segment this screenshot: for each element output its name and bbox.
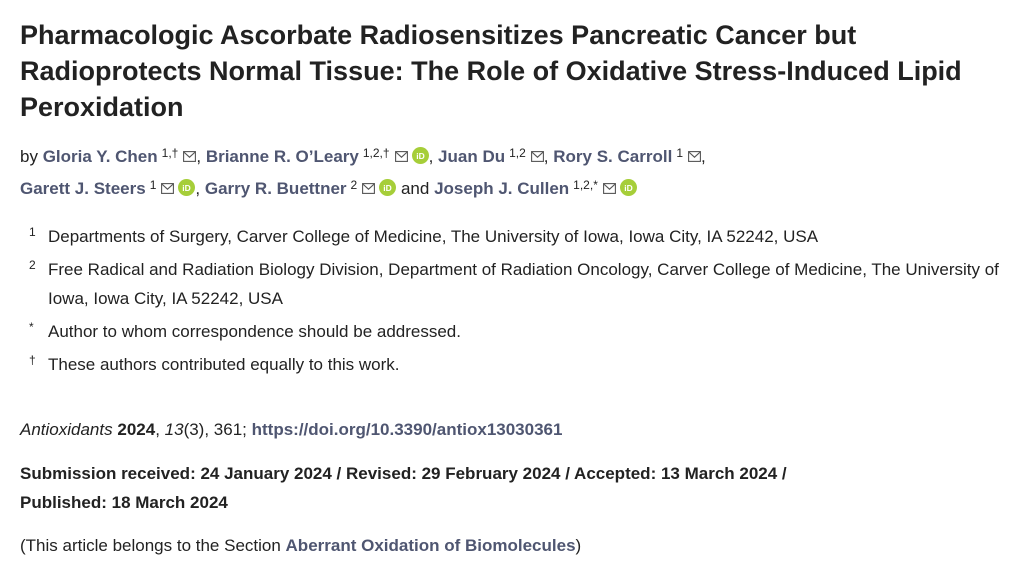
section-prefix: (This article belongs to the Section: [20, 536, 286, 555]
mail-icon[interactable]: [183, 142, 196, 153]
authors: Gloria Y. Chen $^{1,\dagger}$ , Brianne R. O’Leary $^{1,2,\dagger}$ iD , Juan Du $^{1,2}$ , Rory S. Carroll $^1$ , Garett J. Steers $^1$ iD , Garry R. Buettner $^2$ iD and Joseph J. Cullen $^{1,2,*}$ iD: [20, 147, 706, 198]
affiliation-text: Author to whom correspondence should be addressed.: [48, 322, 461, 341]
citation: Antioxidants 2024, 13(3), 361; https://doi.org/10.3390/antiox13030361: [20, 420, 563, 439]
citation-issue: (3), 361;: [183, 420, 252, 439]
correspondence-note: [20, 317, 1020, 346]
author-affiliation-sup: 1: [676, 146, 683, 160]
affiliation-mark: †: [29, 353, 36, 367]
mail-icon[interactable]: [395, 142, 408, 153]
affiliation-text: Departments of Surgery, Carver College of Medicine, The University of Iowa, Iowa City, IA 52242, USA: [48, 227, 819, 246]
svg-text:iD: iD: [415, 151, 425, 161]
byline-prefix: by: [20, 147, 38, 166]
author-link[interactable]: Garett J. Steers: [20, 179, 146, 198]
affiliations: [20, 222, 1020, 383]
svg-text:iD: iD: [182, 183, 192, 193]
affiliation-1: [20, 222, 1020, 251]
equal-contribution-note: [20, 350, 1020, 379]
affiliation-2: [20, 255, 1020, 313]
author-affiliation-sup: 1,2,*: [573, 178, 598, 192]
author-affiliation-sup: 1,†: [161, 146, 179, 160]
affiliation-text: These authors contributed equally to this work.: [48, 355, 400, 374]
citation-volume: 13: [164, 420, 184, 439]
mail-icon[interactable]: [531, 142, 544, 153]
affiliation-mark: 2: [29, 258, 36, 272]
journal-name: Antioxidants: [20, 420, 113, 439]
dates-line-1: Submission received: 24 January 2024 / Revised: 29 February 2024 / Accepted: 13 March 2024 /: [20, 464, 787, 483]
byline-and: and: [400, 179, 430, 198]
author-link[interactable]: Juan Du: [438, 147, 506, 166]
affiliation-mark: 1: [29, 225, 36, 239]
mail-icon[interactable]: [161, 174, 174, 185]
svg-text:iD: iD: [383, 183, 392, 193]
author-affiliation-sup: 2: [350, 178, 358, 192]
svg-text:iD: iD: [624, 183, 633, 193]
author-link[interactable]: Brianne R. O’Leary: [205, 147, 359, 166]
author-link[interactable]: Rory S. Carroll: [553, 147, 673, 166]
orcid-icon[interactable]: [412, 144, 429, 161]
orcid-icon[interactable]: [379, 176, 396, 193]
author-affiliation-sup: 1: [149, 178, 157, 192]
author-link[interactable]: Garry R. Buettner: [204, 179, 347, 198]
section-link[interactable]: Aberrant Oxidation of Biomolecules: [285, 536, 576, 555]
citation-year: 2024: [117, 420, 156, 439]
author-list: [20, 139, 1010, 203]
mail-icon[interactable]: [688, 142, 701, 153]
article-title: Pharmacologic Ascorbate Radiosensitizes Pancreatic Cancer but Radioprotects Normal Tissue: The Role of Oxidative Stress-Induced Lipid Peroxidation: [20, 20, 962, 122]
mail-icon[interactable]: [362, 174, 375, 185]
section-suffix: ): [575, 536, 582, 555]
publication-dates: [20, 459, 920, 517]
orcid-icon[interactable]: [178, 176, 195, 193]
author-link[interactable]: Joseph J. Cullen: [434, 179, 570, 198]
section-note: [20, 532, 1010, 560]
affiliation-mark: *: [29, 320, 34, 334]
mail-icon[interactable]: [603, 174, 616, 185]
orcid-icon[interactable]: [620, 176, 637, 193]
dates-line-2: Published: 18 March 2024: [20, 493, 228, 512]
doi-link[interactable]: https://doi.org/10.3390/antiox13030361: [251, 420, 563, 439]
affiliation-text: Free Radical and Radiation Biology Division, Department of Radiation Oncology, Carver College of Medicine, The University of Iowa, Iowa City, IA 52242, USA: [48, 260, 999, 308]
author-affiliation-sup: 1,2,†: [362, 146, 390, 160]
author-link[interactable]: Gloria Y. Chen: [42, 147, 158, 166]
author-affiliation-sup: 1,2: [509, 146, 526, 160]
